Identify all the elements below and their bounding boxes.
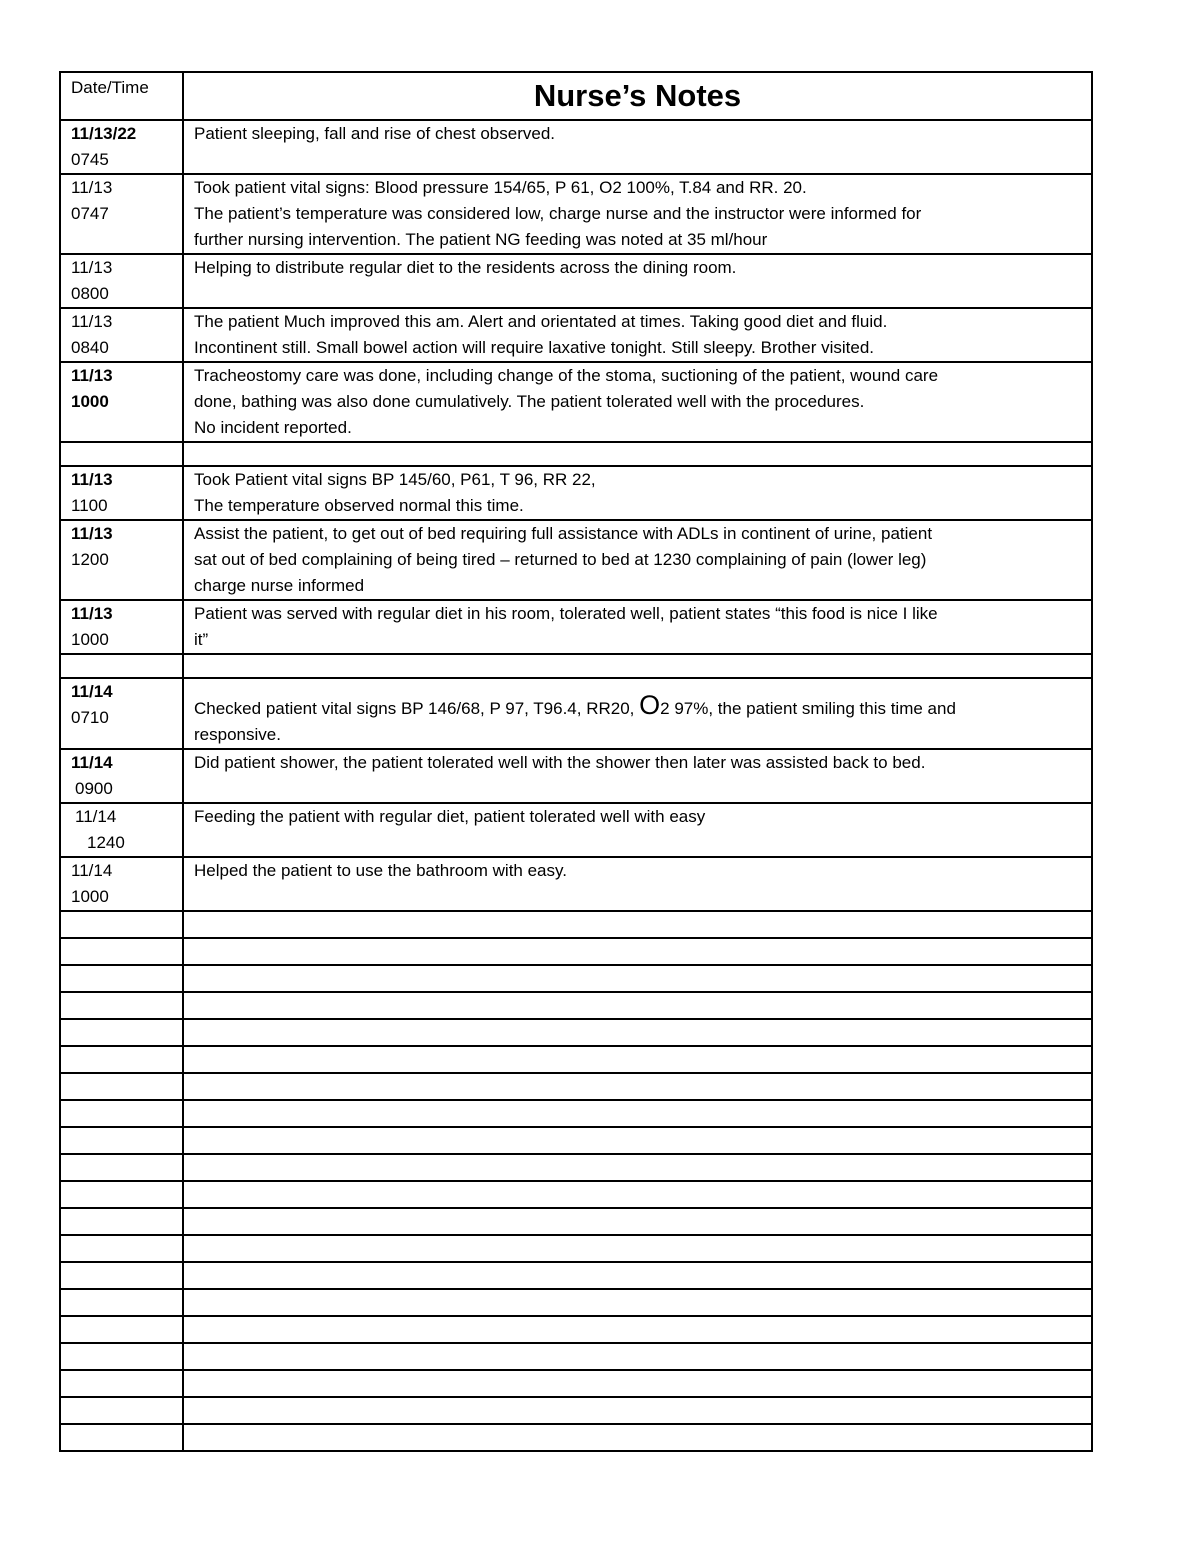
blank-row (60, 1289, 1092, 1316)
empty-cell (183, 442, 1092, 466)
note-line: Incontinent still. Small bowel action will require laxative tonight. Still sleepy. Brother visited. (194, 338, 874, 357)
blank-row (60, 1424, 1092, 1451)
note-cell (183, 466, 1092, 520)
entry-date: 11/13 (71, 366, 113, 385)
blank-row (60, 1181, 1092, 1208)
blank-row (60, 1154, 1092, 1181)
blank-row (60, 1127, 1092, 1154)
empty-cell (60, 1370, 183, 1397)
entry-time: 1000 (71, 392, 109, 411)
note-cell (183, 174, 1092, 254)
note-line: Took patient vital signs: Blood pressure 154/65, P 61, O2 100%, T.84 and RR. 20. (194, 178, 807, 197)
entry-time: 1200 (71, 550, 109, 569)
blank-row (60, 1208, 1092, 1235)
note-row (60, 520, 1092, 600)
empty-cell (183, 1370, 1092, 1397)
empty-cell (60, 1154, 183, 1181)
blank-row (60, 1262, 1092, 1289)
page-title: Nurse’s Notes (183, 72, 1092, 120)
blank-row (60, 965, 1092, 992)
empty-cell (60, 1316, 183, 1343)
entry-time: 1000 (71, 630, 109, 649)
note-row (60, 174, 1092, 254)
nurses-notes-table (59, 71, 1093, 1452)
empty-cell (60, 654, 183, 678)
empty-cell (183, 1181, 1092, 1208)
note-line: Helped the patient to use the bathroom with easy. (194, 861, 567, 880)
note-row (60, 803, 1092, 857)
empty-cell (183, 938, 1092, 965)
empty-cell (60, 1343, 183, 1370)
note-cell (183, 803, 1092, 857)
empty-cell (183, 1397, 1092, 1424)
empty-cell (60, 1019, 183, 1046)
date-time-cell (60, 749, 183, 803)
note-row (60, 254, 1092, 308)
date-time-cell (60, 254, 183, 308)
note-line: The patient Much improved this am. Alert and orientated at times. Taking good diet and fluid. (194, 312, 888, 331)
entry-time: 0840 (71, 338, 109, 357)
entry-date: 11/13 (71, 178, 113, 197)
note-row (60, 120, 1092, 174)
empty-cell (60, 992, 183, 1019)
note-row (60, 678, 1092, 749)
blank-row (60, 1316, 1092, 1343)
date-time-cell (60, 803, 183, 857)
empty-cell (183, 1154, 1092, 1181)
note-cell (183, 678, 1092, 749)
note-line: Tracheostomy care was done, including change of the stoma, suctioning of the patient, wound care (194, 366, 939, 385)
note-line: done, bathing was also done cumulatively. The patient tolerated well with the procedures. (194, 392, 865, 411)
date-time-cell (60, 520, 183, 600)
blank-row (60, 992, 1092, 1019)
blank-row (60, 1100, 1092, 1127)
note-cell (183, 520, 1092, 600)
entry-date: 11/14 (75, 807, 117, 826)
empty-row (60, 442, 1092, 466)
note-line: it” (194, 630, 209, 649)
blank-row (60, 938, 1092, 965)
entry-date: 11/14 (71, 861, 113, 880)
note-line: Patient sleeping, fall and rise of chest observed. (194, 124, 555, 143)
empty-cell (60, 442, 183, 466)
empty-cell (183, 965, 1092, 992)
blank-row (60, 1343, 1092, 1370)
note-line: sat out of bed complaining of being tired – returned to bed at 1230 complaining of pain (lower leg) (194, 550, 927, 569)
empty-cell (183, 1235, 1092, 1262)
entry-time: 1100 (71, 496, 108, 515)
empty-cell (60, 1397, 183, 1424)
empty-cell (60, 1073, 183, 1100)
date-time-cell (60, 466, 183, 520)
empty-row (60, 654, 1092, 678)
note-line: responsive. (194, 725, 281, 744)
note-cell (183, 749, 1092, 803)
oxygen-symbol: O (639, 690, 661, 720)
blank-row (60, 1019, 1092, 1046)
note-cell (183, 600, 1092, 654)
note-row (60, 466, 1092, 520)
entry-date: 11/13/22 (71, 124, 137, 143)
empty-cell (60, 1235, 183, 1262)
empty-cell (60, 1181, 183, 1208)
empty-cell (183, 1262, 1092, 1289)
empty-cell (60, 1046, 183, 1073)
empty-cell (60, 1424, 183, 1451)
note-cell (183, 120, 1092, 174)
empty-cell (183, 654, 1092, 678)
entry-time: 0747 (71, 204, 109, 223)
vitals-line (194, 692, 1081, 722)
note-line: Helping to distribute regular diet to the residents across the dining room. (194, 258, 737, 277)
note-cell (183, 254, 1092, 308)
entry-date: 11/13 (71, 604, 113, 623)
empty-cell (60, 1100, 183, 1127)
header-row (60, 72, 1092, 120)
blank-row (60, 911, 1092, 938)
empty-cell (183, 1289, 1092, 1316)
empty-cell (183, 1424, 1092, 1451)
empty-cell (183, 1208, 1092, 1235)
note-line: charge nurse informed (194, 576, 365, 595)
note-row (60, 857, 1092, 911)
empty-cell (183, 1343, 1092, 1370)
empty-cell (60, 911, 183, 938)
date-time-cell (60, 174, 183, 254)
vitals-text: Checked patient vital signs BP 146/68, P 97, T96.4, RR20, (194, 699, 640, 718)
empty-cell (60, 1289, 183, 1316)
date-time-cell (60, 857, 183, 911)
entry-time: 1000 (71, 887, 109, 906)
entry-date: 11/13 (71, 312, 113, 331)
note-line: Did patient shower, the patient tolerated well with the shower then later was assisted back to bed. (194, 753, 926, 772)
date-time-cell (60, 362, 183, 442)
empty-cell (60, 938, 183, 965)
blank-row (60, 1235, 1092, 1262)
note-cell (183, 362, 1092, 442)
date-time-cell (60, 308, 183, 362)
entry-time: 0800 (71, 284, 109, 303)
blank-row (60, 1370, 1092, 1397)
note-line: The temperature observed normal this time. (194, 496, 524, 515)
date-time-header: Date/Time (60, 72, 183, 120)
date-time-cell (60, 120, 183, 174)
blank-row (60, 1046, 1092, 1073)
entry-date: 11/13 (71, 524, 113, 543)
empty-cell (183, 1127, 1092, 1154)
note-row (60, 362, 1092, 442)
note-cell (183, 857, 1092, 911)
empty-cell (183, 1046, 1092, 1073)
blank-row (60, 1073, 1092, 1100)
empty-cell (183, 992, 1092, 1019)
empty-cell (183, 1100, 1092, 1127)
entry-date: 11/14 (71, 682, 113, 701)
note-line: Assist the patient, to get out of bed requiring full assistance with ADLs in continent of urine, patient (194, 524, 933, 543)
note-row (60, 749, 1092, 803)
entry-time: 0900 (75, 779, 113, 798)
note-cell (183, 308, 1092, 362)
empty-cell (60, 1208, 183, 1235)
note-line: Feeding the patient with regular diet, patient tolerated well with easy (194, 807, 706, 826)
note-row (60, 600, 1092, 654)
entry-date: 11/13 (71, 258, 113, 277)
date-time-cell (60, 600, 183, 654)
vitals-text: 2 97%, the patient smiling this time and (660, 699, 956, 718)
empty-cell (183, 1019, 1092, 1046)
note-line: Patient was served with regular diet in his room, tolerated well, patient states “this food is nice I like (194, 604, 938, 623)
entry-date: 11/13 (71, 470, 113, 489)
date-time-cell (60, 678, 183, 749)
empty-cell (60, 1262, 183, 1289)
empty-cell (183, 1316, 1092, 1343)
note-line: No incident reported. (194, 418, 352, 437)
note-line: further nursing intervention. The patient NG feeding was noted at 35 ml/hour (194, 230, 768, 249)
empty-cell (183, 1073, 1092, 1100)
empty-cell (183, 911, 1092, 938)
note-row (60, 308, 1092, 362)
entry-date: 11/14 (71, 753, 113, 772)
entry-time: 0710 (71, 708, 109, 727)
empty-cell (60, 1127, 183, 1154)
note-line: Took Patient vital signs BP 145/60, P61, T 96, RR 22, (194, 470, 596, 489)
note-line: The patient’s temperature was considered low, charge nurse and the instructor were informed for (194, 204, 922, 223)
entry-time: 0745 (71, 150, 109, 169)
blank-row (60, 1397, 1092, 1424)
entry-time: 1240 (87, 833, 125, 852)
empty-cell (60, 965, 183, 992)
